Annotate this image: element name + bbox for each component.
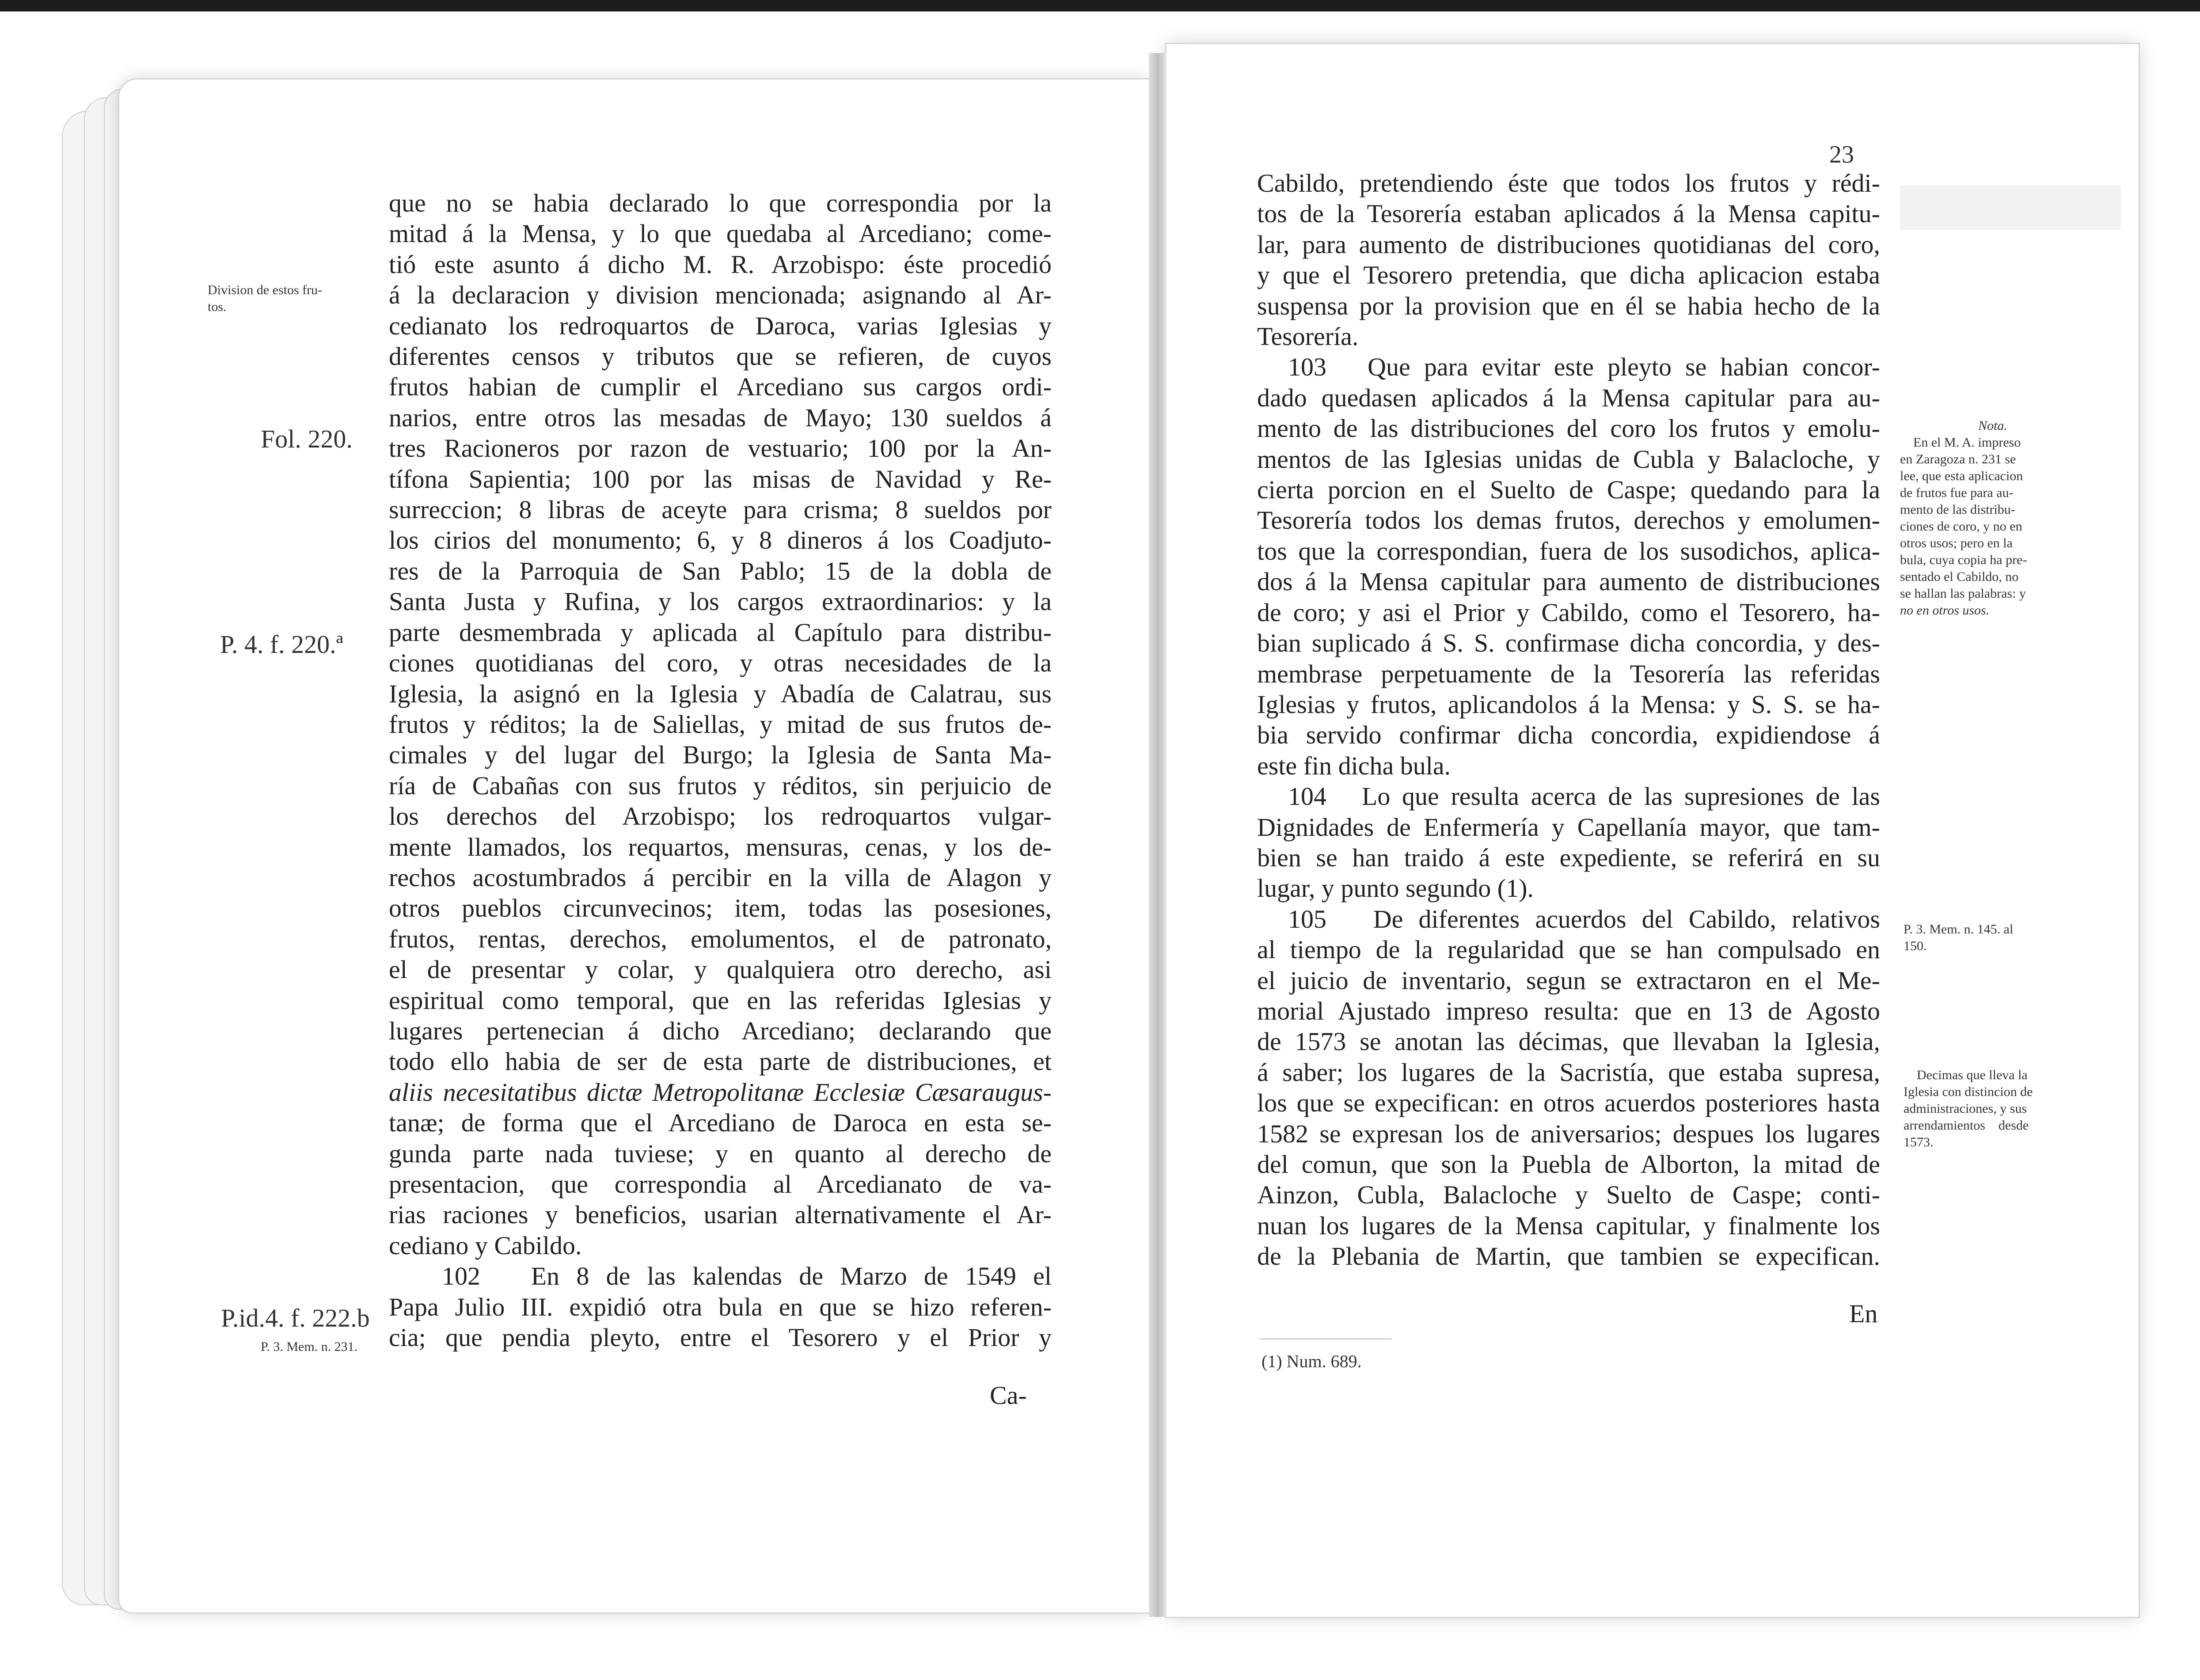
text-line: al tiempo de la regularidad que se han compulsado en bbox=[1257, 935, 1880, 964]
catchword-right: En bbox=[1849, 1299, 1878, 1328]
text-line: los derechos del Arzobispo; los redroquartos vulgar- bbox=[389, 802, 1052, 831]
text-line: mente llamados, los requartos, mensuras, cenas, y los de- bbox=[389, 832, 1052, 861]
margin-note-p3-mem: P. 3. Mem. n. 145. al 150. bbox=[1904, 922, 2014, 953]
text-line: el juicio de inventario, segun se extractaron en el Me- bbox=[1257, 966, 1880, 995]
text-line: cierta porcion en el Suelto de Caspe; quedando para la bbox=[1257, 475, 1880, 504]
text-line: á la declaracion y division mencionada; asignando al Ar- bbox=[389, 281, 1052, 310]
margin-note-p3-mem-231: P. 3. Mem. n. 231. bbox=[261, 1339, 358, 1354]
text-line: suspensa por la provision que en él se habia hecho de la bbox=[1257, 291, 1880, 320]
text-line: membrase perpetuamente de la Tesorería las referidas bbox=[1257, 659, 1880, 688]
text-line: dado quedasen aplicados á la Mensa capitular para au- bbox=[1257, 383, 1880, 412]
text-line: bia servido confirmar dicha concordia, expidiendose á bbox=[1257, 721, 1880, 750]
text-line: 1582 se expresan los de aniversarios; despues los lugares bbox=[1257, 1119, 1880, 1148]
text-line: los cirios del monumento; 6, y 8 dineros á los Coadjuto- bbox=[389, 526, 1052, 555]
page-number: 23 bbox=[1829, 141, 1854, 168]
text-line: gunda parte nada tuviese; y en quanto al derecho de bbox=[389, 1139, 1052, 1168]
text-line: este fin dicha bula. bbox=[1257, 751, 1451, 780]
text-line: tífona Sapientia; 100 por las misas de Navidad y Re- bbox=[389, 464, 1052, 493]
text-line: parte desmembrada y aplicada al Capítulo para distribu- bbox=[389, 618, 1052, 647]
text-line: aliis necesitatibus dictæ Metropolitanæ Ecclesiæ Cæsaraugus- bbox=[389, 1077, 1052, 1107]
margin-note-division: Division de estos fru- tos. bbox=[208, 283, 323, 314]
text-line: nuan los lugares de la Mensa capitular, y finalmente los bbox=[1257, 1211, 1880, 1240]
text-line: frutos y réditos; la de Saliellas, y mitad de sus frutos de- bbox=[389, 709, 1052, 739]
text-line: todo ello habia de ser de esta parte de distribuciones, et bbox=[389, 1047, 1052, 1076]
text-line: los que se expecifican: en otros acuerdos posteriores hasta bbox=[1257, 1088, 1880, 1118]
text-line: 102 En 8 de las kalendas de Marzo de 1549 el bbox=[442, 1262, 1052, 1291]
text-line: surreccion; 8 libras de aceyte para crisma; 8 sueldos por bbox=[389, 495, 1052, 524]
text-line: el de presentar y colar, y qualquiera otro derecho, asi bbox=[389, 955, 1052, 984]
scanner-top-edge bbox=[0, 0, 2200, 11]
text-line: diferentes censos y tributos que se refieren, de cuyos bbox=[389, 342, 1052, 371]
text-line: cediano y Cabildo. bbox=[389, 1231, 582, 1260]
text-line: Cabildo, pretendiendo éste que todos los frutos y rédi- bbox=[1257, 169, 1880, 197]
catchword-left: Ca- bbox=[990, 1381, 1027, 1410]
text-line: rechos acostumbrados á percibir en la villa de Alagon y bbox=[389, 863, 1052, 892]
text-line: lar, para aumento de distribuciones quotidianas del coro, bbox=[1257, 230, 1880, 259]
text-line: Dignidades de Enfermería y Capellanía mayor, que tam- bbox=[1257, 812, 1880, 842]
text-line: del comun, que son la Puebla de Alborton, la mitad de bbox=[1257, 1150, 1880, 1179]
text-line: ciones quotidianas del coro, y otras necesidades de la bbox=[389, 648, 1052, 678]
margin-note-nota: Nota. En el M. A. impreso en Zaragoza n. 231 se lee, que esta aplicacion de frutos fue para au- mento de las distribu- ciones de coro, y no en otros usos; pero en la bula, cuya copia ha pre- sentado el Cabildo, no se hallan las palabras: y no en otros usos. bbox=[1900, 417, 2086, 619]
text-line: cedianato los redroquartos de Daroca, varias Iglesias y bbox=[389, 311, 1052, 340]
text-line: bien se han traido á este expediente, se referirá en su bbox=[1257, 843, 1880, 872]
text-line: tos de la Tesorería estaban aplicados á la Mensa capitu- bbox=[1257, 199, 1880, 228]
text-line: á saber; los lugares de la Sacristía, que estaba supresa, bbox=[1257, 1058, 1880, 1087]
text-line: frutos, rentas, derechos, emolumentos, el de patronato, bbox=[389, 924, 1052, 953]
text-line: tanæ; de forma que el Arcediano de Daroca en esta se- bbox=[389, 1108, 1052, 1138]
text-line: Tesorería todos los demas frutos, derechos y emolumen- bbox=[1257, 506, 1880, 535]
text-line: Santa Justa y Rufina, y los cargos extraordinarios: y la bbox=[389, 587, 1052, 616]
text-line: mentos de las Iglesias unidas de Cubla y Balacloche, y bbox=[1257, 444, 1880, 474]
nota-title: Nota. bbox=[1978, 418, 2007, 433]
text-line: lugares pertenecian á dicho Arcediano; declarando que bbox=[389, 1016, 1052, 1045]
text-line: Ainzon, Cubla, Balacloche y Suelto de Caspe; conti- bbox=[1257, 1180, 1880, 1210]
text-line: de la Plebania de Martin, que tambien se expecifican. bbox=[1257, 1242, 1880, 1271]
text-line: mento de las distribuciones del coro los frutos y emolu- bbox=[1257, 414, 1880, 443]
text-line: tos que la correspondian, fuera de los susodichos, aplica- bbox=[1257, 536, 1880, 565]
text-line: Papa Julio III. expidió otra bula en que se hizo referen- bbox=[389, 1292, 1052, 1321]
text-line: Tesorería. bbox=[1257, 322, 1359, 351]
text-line: otros pueblos circunvecinos; item, todas las posesiones, bbox=[389, 894, 1052, 923]
text-line: Iglesia, la asignó en la Iglesia y Abadía de Calatrau, sus bbox=[389, 679, 1052, 708]
right-page-body bbox=[1257, 168, 1880, 1272]
text-line: bian suplicado á S. S. confirmase dicha concordia, y des- bbox=[1257, 629, 1880, 658]
text-line: morial Ajustado impreso resulta: que en 13 de Agosto bbox=[1257, 996, 1880, 1025]
text-line: rias raciones y beneficios, usarian alternativamente el Ar- bbox=[389, 1200, 1052, 1229]
text-line: y que el Tesorero pretendia, que dicha aplicacion estaba bbox=[1257, 261, 1880, 290]
text-line: res de la Parroquia de San Pablo; 15 de la dobla de bbox=[389, 556, 1052, 585]
margin-note-pid4-f222b: P.id.4. f. 222.b bbox=[221, 1304, 370, 1332]
text-line: de 1573 se anotan las décimas, que llevaban la Iglesia, bbox=[1257, 1027, 1880, 1056]
text-line: Iglesias y frutos, aplicandolos á la Mensa: y S. S. se ha- bbox=[1257, 690, 1880, 719]
margin-note-p4-f220: P. 4. f. 220.ª bbox=[220, 630, 343, 659]
text-line: tió este asunto á dicho M. R. Arzobispo: éste procedió bbox=[389, 250, 1052, 279]
margin-note-decimas: Decimas que lleva la Iglesia con distincion de administraciones, y sus arrendamientos desde 1573. bbox=[1904, 1068, 2033, 1149]
footnote: (1) Num. 689. bbox=[1261, 1351, 1362, 1371]
text-line: narios, entre otros las mesadas de Mayo; 130 sueldos á bbox=[389, 403, 1052, 432]
text-line: de coro; y asi el Prior y Cabildo, como el Tesorero, ha- bbox=[1257, 598, 1880, 627]
margin-note-fol-220: Fol. 220. bbox=[261, 425, 353, 453]
book-gutter bbox=[1149, 53, 1166, 1617]
bleed-through bbox=[1900, 186, 2121, 230]
left-page-body bbox=[389, 188, 1052, 1353]
text-line: dos á la Mensa capitular para aumento de distribuciones bbox=[1257, 567, 1880, 596]
text-line: 105 De diferentes acuerdos del Cabildo, relativos bbox=[1288, 904, 1880, 933]
text-line: ría de Cabañas con sus frutos y réditos, sin perjuicio de bbox=[389, 771, 1052, 800]
text-line: mitad á la Mensa, y lo que quedaba al Arcediano; come- bbox=[389, 219, 1052, 248]
text-line: lugar, y punto segundo (1). bbox=[1257, 874, 1534, 903]
text-line: cia; que pendia pleyto, entre el Tesorero y el Prior y bbox=[389, 1323, 1052, 1352]
text-line: 104 Lo que resulta acerca de las supresiones de las bbox=[1288, 782, 1880, 811]
text-line: frutos habian de cumplir el Arcediano sus cargos ordi- bbox=[389, 372, 1052, 402]
text-line: tres Racioneros por razon de vestuario; 100 por la An- bbox=[389, 434, 1052, 463]
text-line: espiritual como temporal, que en las referidas Iglesias y bbox=[389, 986, 1052, 1015]
text-line: presentacion, que correspondia al Arcedianato de va- bbox=[389, 1170, 1052, 1198]
text-line: cimales y del lugar del Burgo; la Iglesia de Santa Ma- bbox=[389, 740, 1052, 770]
text-line: 103 Que para evitar este pleyto se habian concor- bbox=[1288, 353, 1880, 382]
text-line: que no se habia declarado lo que correspondia por la bbox=[389, 189, 1052, 217]
